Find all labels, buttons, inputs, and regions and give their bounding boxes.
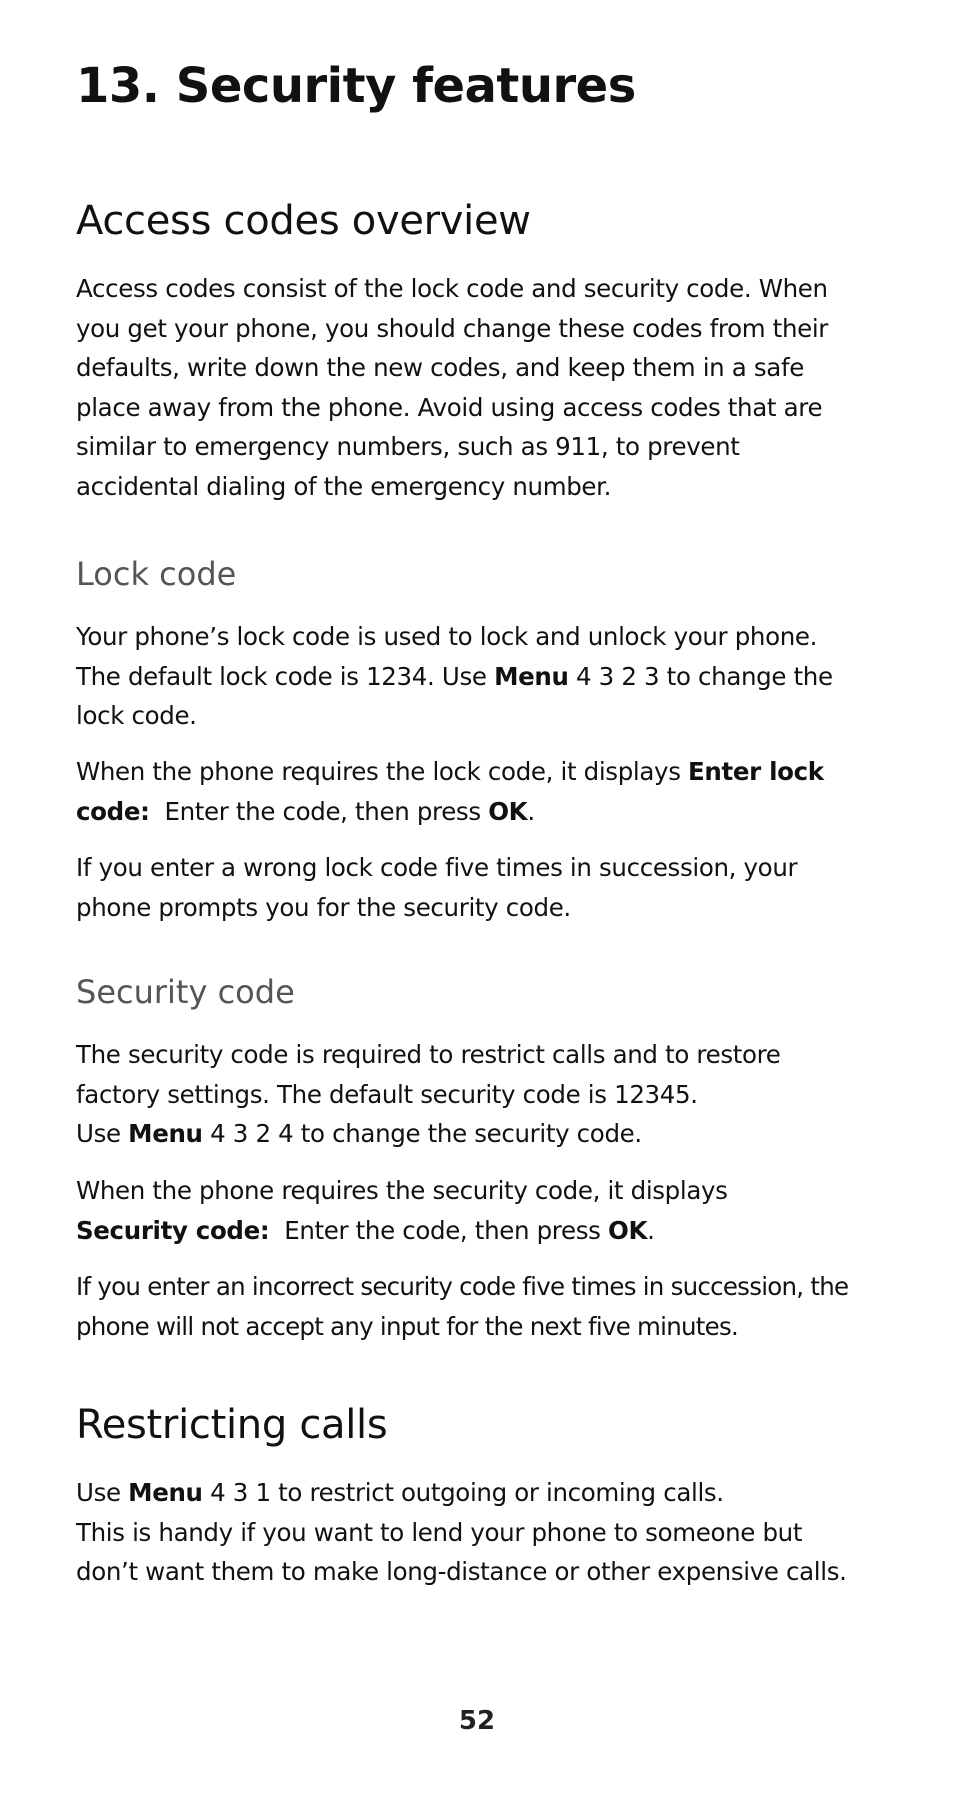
page-number: 52 — [458, 1706, 496, 1736]
lock-code-paragraph-3: If you enter a wrong lock code five times in succession, your phone prompts you for the security code. — [76, 853, 798, 922]
subsection-heading-lock-code: Lock code — [76, 555, 237, 593]
security-code-paragraph-1 — [76, 1035, 856, 1154]
section-heading-access-codes: Access codes overview — [76, 198, 531, 244]
text-run: This is handy if you want to lend your phone to someone but don’t want them to make long-distance or other expensive calls. — [76, 1517, 847, 1586]
ok-keyword: OK — [607, 1215, 648, 1245]
text-run: Enter the code, then press — [149, 796, 489, 826]
menu-keyword: Menu — [128, 1119, 203, 1148]
ok-keyword: OK — [488, 796, 528, 826]
text-run: . — [527, 796, 535, 826]
text-run: Use — [76, 1119, 129, 1148]
menu-keyword: Menu — [494, 661, 569, 691]
display-prompt: Security code: — [76, 1215, 270, 1245]
text-run: The security code is required to restrict calls and to restore factory settings. The default security code is 12345. — [76, 1040, 781, 1109]
restricting-calls-paragraph — [76, 1473, 856, 1592]
text-run: Enter the code, then press — [269, 1215, 608, 1245]
text-run: When the phone requires the lock code, it displays — [76, 757, 689, 786]
text-run: 4 3 1 to restrict outgoing or incoming calls. — [202, 1478, 724, 1507]
text-run: 4 3 2 3 to change the lock code. — [76, 661, 833, 730]
menu-keyword: Menu — [128, 1478, 203, 1507]
subsection-heading-security-code: Security code — [76, 973, 295, 1011]
text-run: Use — [76, 1478, 129, 1507]
text-run: When the phone requires the security code, it displays — [76, 1176, 728, 1205]
lock-code-paragraph-2 — [76, 752, 856, 831]
security-code-paragraph-2 — [76, 1171, 856, 1250]
display-prompt: Enter lock code: — [76, 757, 824, 826]
section-heading-restricting-calls: Restricting calls — [76, 1402, 388, 1448]
chapter-title: 13. Security features — [76, 58, 636, 114]
access-codes-paragraph: Access codes consist of the lock code and security code. When you get your phone, you should change these codes from their defaults, write down the new codes, and keep them in a safe place away from the phone. Avoid using access codes that are similar to emergency numbers, such as 911, to prevent accidental dialing of the emergency number. — [76, 274, 829, 501]
lock-code-paragraph-1 — [76, 617, 856, 736]
text-run: 4 3 2 4 to change the security code. — [202, 1119, 642, 1148]
text-run: Your phone’s lock code is used to lock and unlock your phone. The default lock code is 1234. Use — [76, 622, 818, 691]
text-run: . — [647, 1215, 655, 1245]
security-code-paragraph-3: If you enter an incorrect security code five times in succession, the phone will not accept any input for the next five minutes. — [76, 1272, 849, 1341]
